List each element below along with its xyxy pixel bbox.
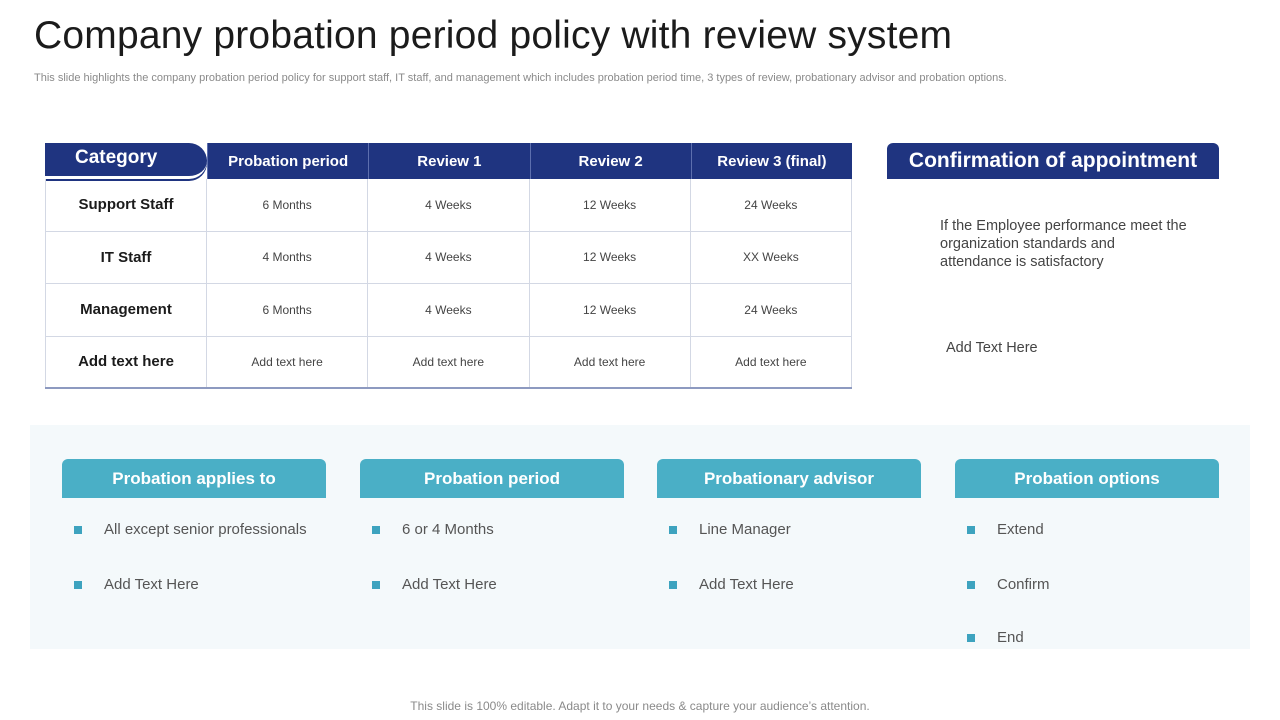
row-category: IT Staff — [45, 232, 207, 284]
table-row — [45, 337, 852, 390]
table-cell: Add text here — [207, 337, 368, 388]
list-item — [657, 576, 921, 594]
column-header: Review 2 — [530, 143, 691, 179]
list-item — [360, 576, 624, 594]
card-probation-options — [955, 459, 1219, 647]
card-list — [360, 521, 624, 594]
row-category: Management — [45, 284, 207, 336]
table-cell: 6 Months — [207, 284, 368, 336]
column-header: Review 1 — [368, 143, 529, 179]
list-item-text: Add Text Here — [699, 576, 794, 593]
row-category: Add text here — [45, 337, 207, 388]
list-item-text: Add Text Here — [402, 576, 497, 593]
square-bullet-icon — [74, 526, 82, 534]
table-cell: 24 Weeks — [691, 179, 852, 231]
list-item-text: Confirm — [997, 576, 1050, 593]
table-cell: 4 Weeks — [368, 284, 529, 336]
list-item — [955, 521, 1219, 539]
square-bullet-icon — [74, 581, 82, 589]
card-heading: Probation options — [955, 459, 1219, 498]
square-bullet-icon — [372, 581, 380, 589]
list-item-text: Line Manager — [699, 521, 791, 538]
table-cell: 4 Weeks — [368, 179, 529, 231]
category-header: Category — [45, 143, 207, 179]
card-probation-applies-to — [62, 459, 326, 594]
list-item — [955, 629, 1219, 647]
card-heading: Probationary advisor — [657, 459, 921, 498]
square-bullet-icon — [967, 581, 975, 589]
table-cell: Add text here — [368, 337, 529, 388]
list-item-text: All except senior professionals — [104, 521, 307, 538]
confirmation-add-text: Add Text Here — [946, 340, 1038, 356]
card-heading: Probation period — [360, 459, 624, 498]
card-list — [955, 521, 1219, 647]
table-row — [45, 232, 852, 285]
list-item-text: Extend — [997, 521, 1044, 538]
table-cell: 12 Weeks — [530, 179, 691, 231]
table-row — [45, 284, 852, 337]
table-cell: 12 Weeks — [530, 232, 691, 284]
page-subtitle: This slide highlights the company probation period policy for support staff, IT staff, and management which includes probation period time, 3 types of review, probationary advisor and probation options. — [34, 72, 1007, 84]
square-bullet-icon — [372, 526, 380, 534]
probation-table — [45, 143, 852, 389]
square-bullet-icon — [967, 526, 975, 534]
table-cell: Add text here — [530, 337, 691, 388]
table-row — [45, 179, 852, 232]
list-item — [62, 576, 326, 594]
table-cell: Add text here — [691, 337, 852, 388]
page-title: Company probation period policy with review system — [34, 14, 953, 57]
table-cell: XX Weeks — [691, 232, 852, 284]
table-cell: 6 Months — [207, 179, 368, 231]
list-item — [955, 576, 1219, 594]
card-probationary-advisor — [657, 459, 921, 594]
card-list — [62, 521, 326, 594]
column-header: Probation period — [207, 143, 368, 179]
card-probation-period — [360, 459, 624, 594]
card-heading: Probation applies to — [62, 459, 326, 498]
list-item — [657, 521, 921, 539]
confirmation-text: If the Employee performance meet the organization standards and attendance is satisfactory — [940, 218, 1187, 270]
footer-note: This slide is 100% editable. Adapt it to your needs & capture your audience’s attention. — [410, 699, 870, 713]
list-item-text: End — [997, 629, 1024, 646]
table-cell: 12 Weeks — [530, 284, 691, 336]
square-bullet-icon — [669, 581, 677, 589]
table-cell: 24 Weeks — [691, 284, 852, 336]
card-list — [657, 521, 921, 594]
square-bullet-icon — [967, 634, 975, 642]
column-header: Review 3 (final) — [691, 143, 852, 179]
list-item-text: Add Text Here — [104, 576, 199, 593]
square-bullet-icon — [669, 526, 677, 534]
list-item — [360, 521, 624, 539]
confirmation-heading: Confirmation of appointment — [887, 143, 1219, 179]
row-category: Support Staff — [45, 179, 207, 231]
table-header-row — [45, 143, 852, 179]
table-cell: 4 Months — [207, 232, 368, 284]
table-cell: 4 Weeks — [368, 232, 529, 284]
list-item — [62, 521, 326, 539]
list-item-text: 6 or 4 Months — [402, 521, 494, 538]
